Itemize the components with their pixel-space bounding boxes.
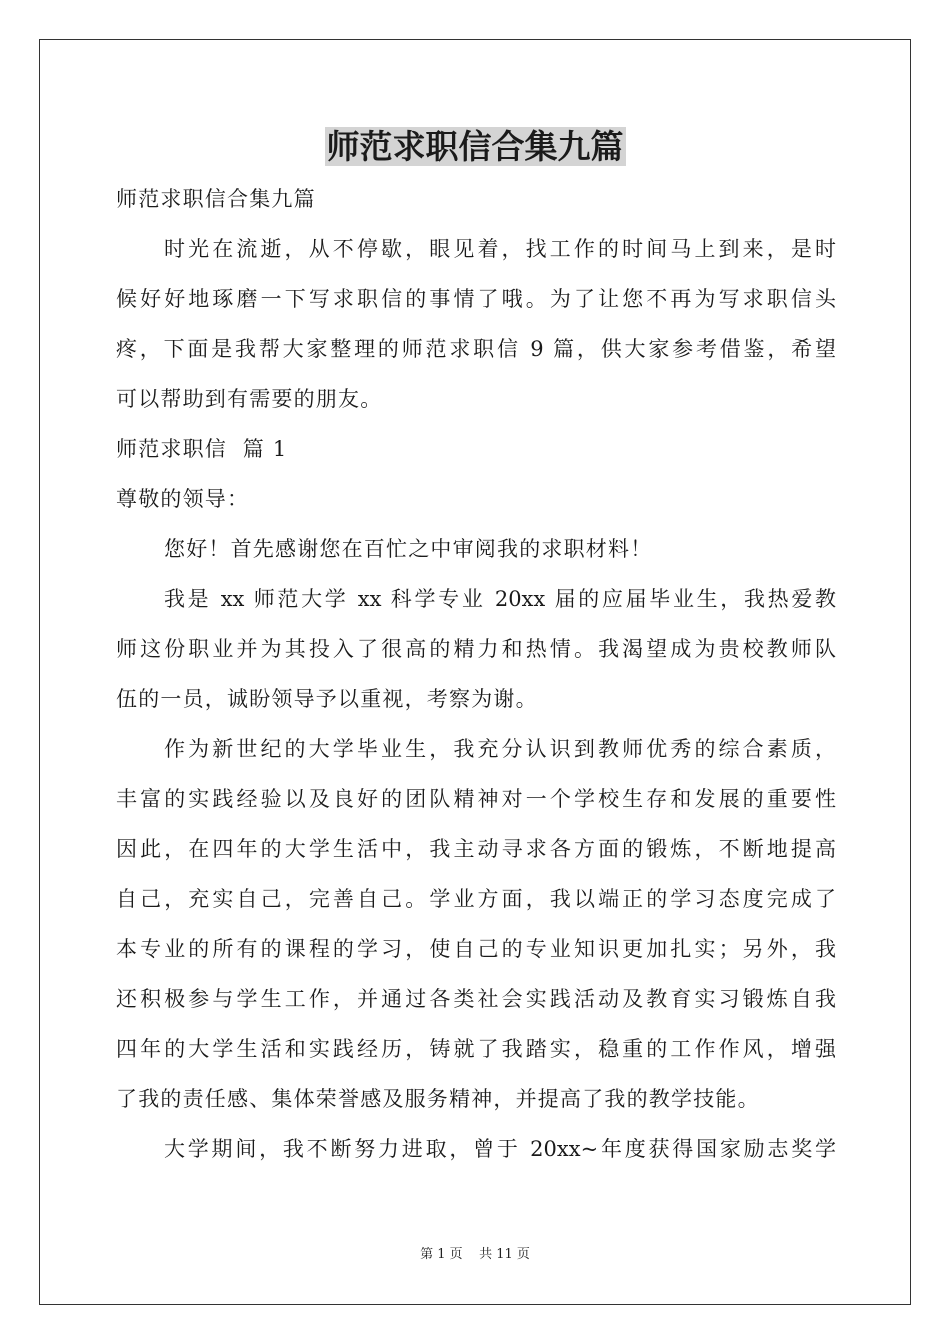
paragraph-line: 丰富的实践经验以及良好的团队精神对一个学校生存和发展的重要性 <box>116 787 836 811</box>
paragraph-line: 作为新世纪的大学毕业生，我充分认识到教师优秀的综合素质， <box>164 737 836 761</box>
paragraph-line: 因此，在四年的大学生活中，我主动寻求各方面的锻炼，不断地提高 <box>116 837 836 861</box>
paragraph-line: 四年的大学生活和实践经历，铸就了我踏实，稳重的工作作风，增强 <box>116 1037 836 1061</box>
paragraph-line: 师这份职业并为其投入了很高的精力和热情。我渴望成为贵校教师队 <box>116 637 836 661</box>
section-heading: 师范求职信 篇 1 <box>116 437 288 461</box>
paragraph-line: 了我的责任感、集体荣誉感及服务精神，并提高了我的教学技能。 <box>116 1087 760 1111</box>
paragraph-line: 可以帮助到有需要的朋友。 <box>116 387 383 411</box>
paragraph-line: 我是 xx 师范大学 xx 科学专业 20xx 届的应届毕业生，我热爱教 <box>164 587 836 611</box>
document-title-text: 师范求职信合集九篇 <box>326 127 624 166</box>
paragraph-line: 时光在流逝，从不停歇，眼见着，找工作的时间马上到来，是时 <box>164 237 836 261</box>
paragraph-line: 还积极参与学生工作，并通过各类社会实践活动及教育实习锻炼自我 <box>116 987 836 1011</box>
page-footer: 第 1 页 共 11 页 <box>420 1247 530 1262</box>
paragraph-line: 候好好地琢磨一下写求职信的事情了哦。为了让您不再为写求职信头 <box>116 287 836 311</box>
paragraph-line: 您好！首先感谢您在百忙之中审阅我的求职材料！ <box>164 537 653 561</box>
paragraph-line: 本专业的所有的课程的学习，使自己的专业知识更加扎实；另外，我 <box>116 937 836 961</box>
paragraph-line: 疼，下面是我帮大家整理的师范求职信 9 篇，供大家参考借鉴，希望 <box>116 337 836 361</box>
salutation: 尊敬的领导： <box>116 487 250 511</box>
paragraph-line: 自己，充实自己，完善自己。学业方面，我以端正的学习态度完成了 <box>116 887 836 911</box>
document-title <box>0 124 950 170</box>
paragraph-line: 大学期间，我不断努力进取，曾于 20xx~年度获得国家励志奖学 <box>164 1137 836 1161</box>
subtitle-line: 师范求职信合集九篇 <box>116 187 316 211</box>
paragraph-line: 伍的一员，诚盼领导予以重视，考察为谢。 <box>116 687 538 711</box>
page-border <box>39 39 911 1305</box>
